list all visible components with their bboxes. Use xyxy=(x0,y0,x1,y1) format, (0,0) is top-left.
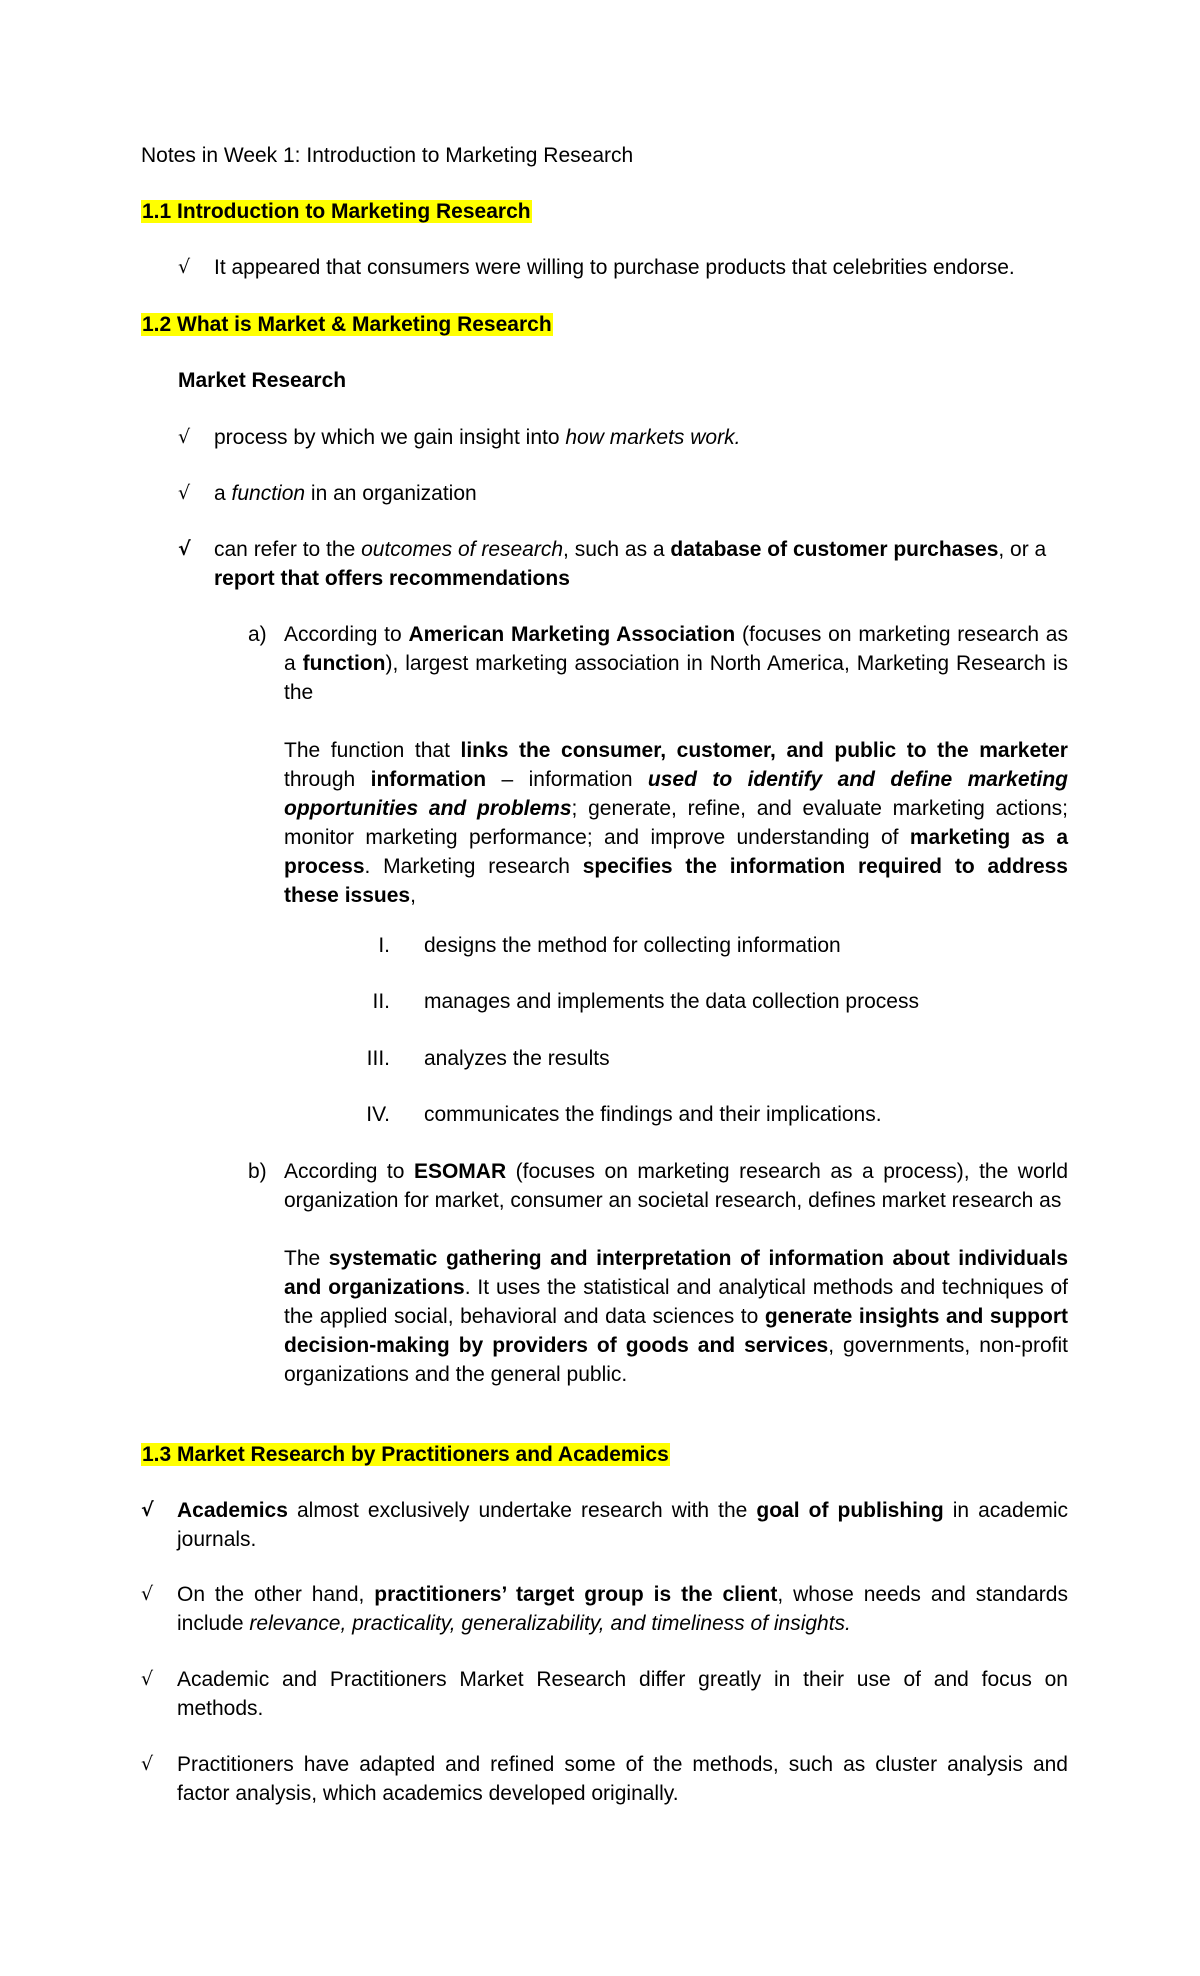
list-item-a: a) According to American Marketing Association (focuses on marketing research as a function), largest marketing association in North America, Marketing Research is the The function that links the consumer, customer, and public to the marketer through information – information used to identify and define marketing opportunities and problems; generate, refine, and evaluate marketing actions; monitor marketing performance; and improve understanding of marketing as a process. Marketing research specifies the information required to address these issues, xyxy=(248,620,1068,910)
list-item: II. manages and implements the data collection process xyxy=(372,990,919,1013)
list-item: √ It appeared that consumers were willing to purchase products that celebrities endorse. xyxy=(178,253,1068,282)
list-item: √ can refer to the outcomes of research, such as a database of customer purchases, or a report that offers recommendations xyxy=(178,535,1068,593)
check-icon: √ xyxy=(141,1499,154,1521)
list-item: IV. communicates the findings and their implications. xyxy=(366,1103,882,1126)
subheading-market-research: Market Research xyxy=(178,369,347,392)
paragraph: According to American Marketing Association (focuses on marketing research as a function), largest marketing association in North America, Marketing Research is the xyxy=(284,623,1068,704)
list-item: I. designs the method for collecting information xyxy=(378,934,841,957)
check-icon: √ xyxy=(141,1668,154,1690)
check-icon: √ xyxy=(141,1583,154,1605)
section-heading-1-1: 1.1 Introduction to Marketing Research xyxy=(142,200,531,223)
page-title: Notes in Week 1: Introduction to Marketing Research xyxy=(141,144,634,167)
list-item: III. analyzes the results xyxy=(366,1047,610,1070)
list-item: √ Academic and Practitioners Market Research differ greatly in their use of and focus on methods. xyxy=(141,1665,1068,1723)
list-item: √ Practitioners have adapted and refined some of the methods, such as cluster analysis and factor analysis, which academics developed originally. xyxy=(141,1750,1068,1808)
check-icon: √ xyxy=(178,256,191,278)
section-heading-1-2: 1.2 What is Market & Marketing Research xyxy=(142,313,552,336)
check-icon: √ xyxy=(178,482,191,504)
paragraph: The systematic gathering and interpretation of information about individuals and organizations. It uses the statistical and analytical methods and techniques of the applied social, behavioral and data sciences to generate insights and support decision-making by providers of goods and services, governments, non-profit organizations and the general public. xyxy=(284,1247,1069,1386)
check-icon: √ xyxy=(178,538,191,560)
list-item: √ On the other hand, practitioners’ target group is the client, whose needs and standards include relevance, practicality, generalizability, and timeliness of insights. xyxy=(141,1580,1068,1638)
section-heading-1-3: 1.3 Market Research by Practitioners and Academics xyxy=(142,1443,669,1466)
paragraph: According to ESOMAR (focuses on marketing research as a process), the world organization for market, consumer an societal research, defines market research as xyxy=(284,1160,1068,1212)
list-item: √ process by which we gain insight into how markets work. xyxy=(178,423,1068,452)
list-item: √ Academics almost exclusively undertake research with the goal of publishing in academic journals. xyxy=(141,1496,1068,1554)
list-item: √ a function in an organization xyxy=(178,479,1068,508)
check-icon: √ xyxy=(178,426,191,448)
check-icon: √ xyxy=(141,1753,154,1775)
paragraph: The function that links the consumer, customer, and public to the marketer through information – information used to identify and define marketing opportunities and problems; generate, refine, and evaluate marketing actions; monitor marketing performance; and improve understanding of marketing as a process. Marketing research specifies the information required to address these issues, xyxy=(284,739,1068,907)
list-item-b: b) According to ESOMAR (focuses on marketing research as a process), the world organization for market, consumer an societal research, defines market research as The systematic gathering and interpretation of information about individuals and organizations. It uses the statistical and analytical methods and techniques of the applied social, behavioral and data sciences to generate insights and support decision-making by providers of goods and services, governments, non-profit organizations and the general public. xyxy=(248,1157,1068,1389)
